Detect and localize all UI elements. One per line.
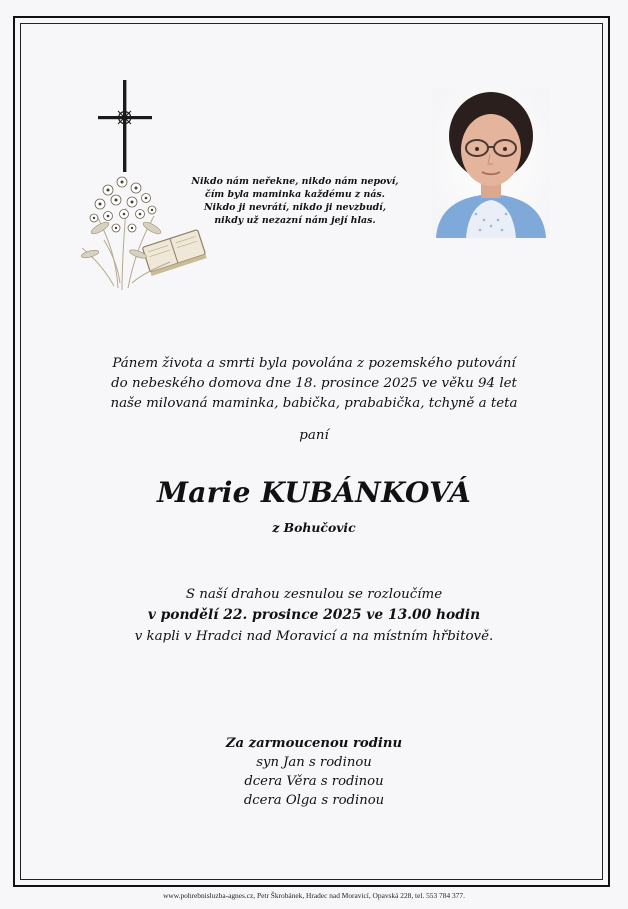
poem-line: Nikdo ji nevrátí, nikdo ji nevzbudí, — [203, 202, 387, 213]
portrait-photo — [432, 88, 550, 238]
announcement-line: do nebeského domova dne 18. prosince 2025 ve věku 94 let — [111, 376, 517, 391]
family-heading: Za zarmoucenou rodinu — [225, 736, 403, 751]
poem-line: nikdy už nezazní nám její hlas. — [214, 215, 376, 226]
memorial-poem — [190, 175, 400, 227]
farewell-date: v pondělí 22. prosince 2025 ve 13.00 hodin — [147, 607, 481, 623]
family-member: syn Jan s rodinou — [256, 755, 372, 770]
poem-line: čím byla maminka každému z nás. — [205, 189, 385, 200]
funeral-service-footer: www.pohrebnisluzba-agnes.cz, Petr Škrobánek, Hradec nad Moravicí, Opavská 228, tel. 553 784 377. — [163, 891, 465, 900]
farewell-details — [40, 584, 588, 647]
announcement-text — [40, 354, 588, 414]
poem-line: Nikdo nám neřekne, nikdo nám nepoví, — [191, 176, 399, 187]
cross-flowers-book-icon — [78, 78, 208, 293]
farewell-line: S naší drahou zesnulou se rozloučíme — [185, 587, 443, 602]
announcement-line: naše milovaná maminka, babička, prababička, tchyně a teta — [110, 396, 518, 411]
announcement-line: Pánem života a smrti byla povolána z pozemského putování — [112, 356, 516, 371]
salutation: paní — [299, 428, 329, 443]
farewell-location: v kapli v Hradci nad Moravicí a na místním hřbitově. — [134, 629, 494, 644]
deceased-name: Marie KUBÁNKOVÁ — [156, 476, 472, 509]
mourning-family — [40, 734, 588, 810]
family-member: dcera Věra s rodinou — [244, 774, 384, 789]
family-member: dcera Olga s rodinou — [243, 793, 385, 808]
deceased-origin: z Bohučovic — [272, 520, 356, 535]
